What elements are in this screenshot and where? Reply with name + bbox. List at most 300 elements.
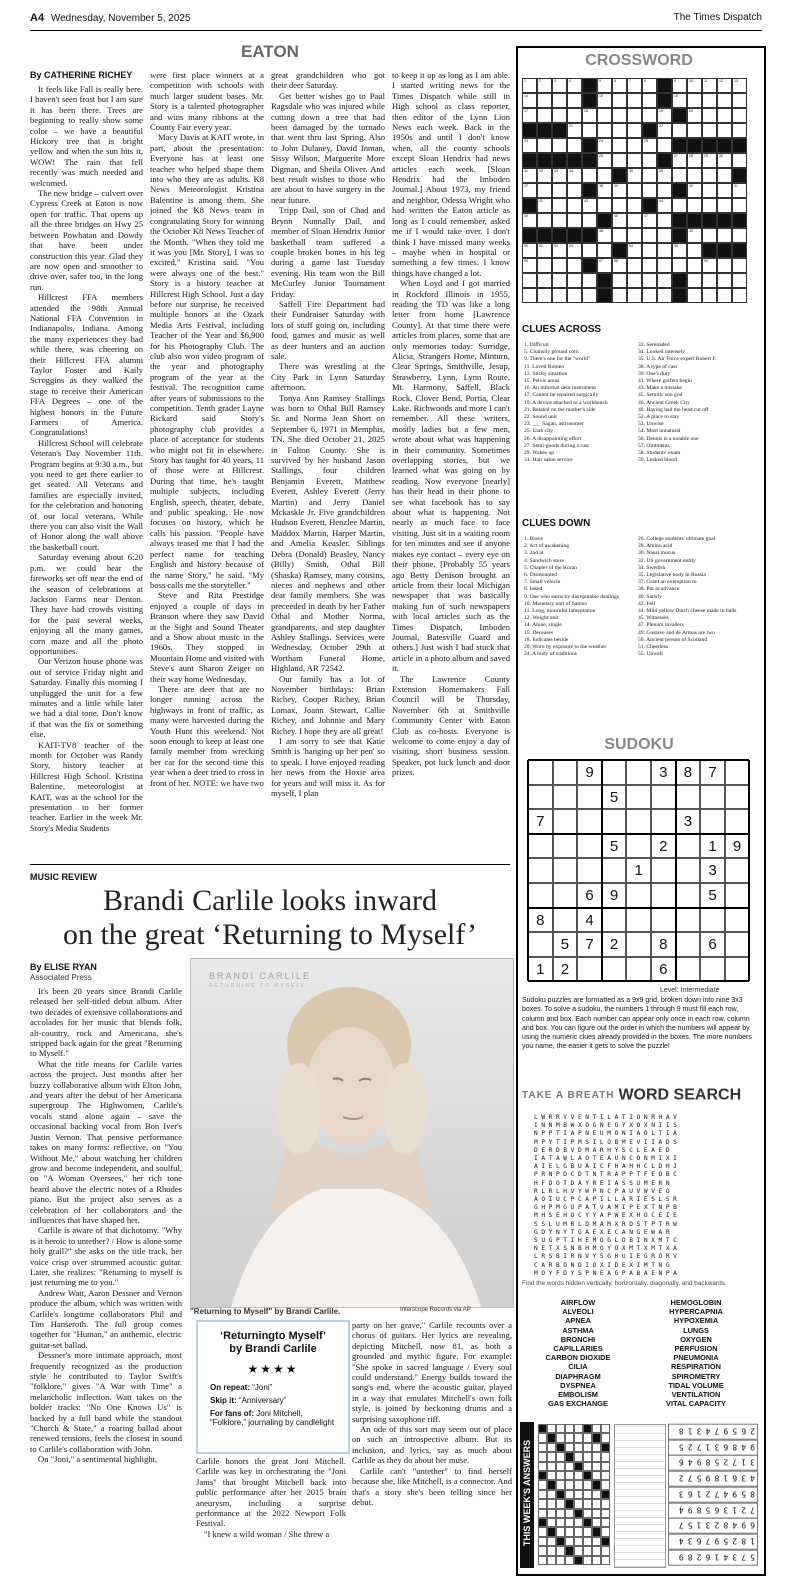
clue-item: 15. Deceases (524, 629, 554, 636)
sudoku-cell[interactable] (676, 908, 701, 933)
sudoku-cell[interactable]: 3 (676, 809, 701, 834)
crossword-cell[interactable] (612, 273, 627, 288)
crossword-cell[interactable] (612, 198, 627, 213)
crossword-cell[interactable] (687, 273, 702, 288)
crossword-cell[interactable] (642, 258, 657, 273)
crossword-cell[interactable]: 37 (522, 183, 537, 198)
crossword-block (687, 213, 702, 228)
crossword-cell[interactable]: 22 (657, 123, 672, 138)
crossword-cell[interactable]: 59 (702, 258, 717, 273)
sudoku-cell[interactable] (553, 834, 578, 859)
crossword-cell[interactable] (552, 213, 567, 228)
crossword-cell[interactable] (717, 258, 732, 273)
crossword-cell[interactable] (672, 168, 687, 183)
crossword-cell[interactable]: 40 (687, 183, 702, 198)
crossword-cell[interactable] (612, 153, 627, 168)
crossword-cell[interactable] (702, 273, 717, 288)
crossword-cell[interactable]: 6 (612, 78, 627, 93)
crossword-cell[interactable] (627, 258, 642, 273)
sudoku-cell[interactable] (602, 957, 627, 982)
answer-cell (601, 1433, 610, 1442)
crossword-cell[interactable] (657, 138, 672, 153)
crossword-cell[interactable] (627, 93, 642, 108)
crossword-cell[interactable]: 39 (612, 183, 627, 198)
crossword-cell[interactable]: 44 (657, 198, 672, 213)
crossword-cell[interactable] (687, 288, 702, 303)
crossword-cell[interactable] (732, 273, 747, 288)
crossword-cell[interactable]: 18 (582, 108, 597, 123)
crossword-cell[interactable] (537, 288, 552, 303)
crossword-cell[interactable]: 28 (687, 153, 702, 168)
sudoku-cell[interactable]: 3 (700, 858, 725, 883)
crossword-cell[interactable] (537, 273, 552, 288)
sudoku-cell[interactable] (700, 957, 725, 982)
sudoku-cell[interactable] (528, 858, 553, 883)
sudoku-cell[interactable] (577, 809, 602, 834)
crossword-cell[interactable] (627, 123, 642, 138)
crossword-cell[interactable]: 48 (597, 228, 612, 243)
crossword-cell[interactable]: 41 (732, 183, 747, 198)
crossword-cell[interactable]: 56 (522, 258, 537, 273)
sudoku-cell[interactable] (553, 785, 578, 810)
sudoku-cell[interactable]: 8 (528, 908, 553, 933)
sudoku-cell[interactable] (700, 809, 725, 834)
crossword-cell[interactable] (657, 213, 672, 228)
crossword-cell[interactable]: 15 (597, 93, 612, 108)
crossword-cell[interactable] (582, 288, 597, 303)
crossword-cell[interactable] (657, 228, 672, 243)
crossword-cell[interactable]: 2 (537, 78, 552, 93)
crossword-cell[interactable]: 10 (687, 78, 702, 93)
crossword-cell[interactable] (732, 153, 747, 168)
crossword-cell[interactable] (717, 288, 732, 303)
crossword-cell[interactable] (552, 288, 567, 303)
sudoku-cell[interactable] (676, 858, 701, 883)
sudoku-cell[interactable] (626, 785, 651, 810)
crossword-cell[interactable] (552, 198, 567, 213)
clue-item: CILIA (568, 1362, 588, 1372)
crossword-cell[interactable] (657, 288, 672, 303)
sudoku-cell[interactable] (725, 785, 750, 810)
sudoku-cell[interactable] (725, 932, 750, 957)
sudoku-cell[interactable]: 6 (700, 932, 725, 957)
crossword-cell[interactable]: 3 (552, 78, 567, 93)
sudoku-cell[interactable]: 1 (528, 957, 553, 982)
crossword-cell[interactable] (612, 123, 627, 138)
crossword-cell[interactable]: 33 (552, 168, 567, 183)
crossword-cell[interactable] (627, 198, 642, 213)
crossword-cell[interactable] (537, 108, 552, 123)
crossword-cell[interactable] (717, 168, 732, 183)
review-column-1 (30, 986, 182, 1576)
crossword-cell[interactable]: 13 (732, 78, 747, 93)
crossword-block (582, 153, 597, 168)
crossword-cell[interactable]: 25 (642, 138, 657, 153)
review-kicker: MUSIC REVIEW (30, 872, 98, 882)
crossword-cell[interactable] (687, 93, 702, 108)
crossword-cell[interactable] (672, 123, 687, 138)
crossword-cell[interactable] (627, 273, 642, 288)
crossword-cell[interactable]: 4 (567, 78, 582, 93)
crossword-cell[interactable] (732, 258, 747, 273)
crossword-cell[interactable] (702, 288, 717, 303)
sudoku-cell[interactable] (528, 883, 553, 908)
crossword-cell[interactable]: 49 (687, 228, 702, 243)
crossword-cell[interactable] (612, 288, 627, 303)
sudoku-cell[interactable] (725, 858, 750, 883)
crossword-cell[interactable] (597, 108, 612, 123)
sudoku-cell[interactable] (626, 809, 651, 834)
answer-cell (592, 1452, 601, 1461)
crossword-cell[interactable]: 31 (522, 168, 537, 183)
sudoku-cell[interactable] (577, 957, 602, 982)
wordsearch-row: MHSEHOCYYAPWEXHOCEIE (534, 1212, 681, 1220)
crossword-cell[interactable] (567, 198, 582, 213)
crossword-cell[interactable]: 46 (612, 213, 627, 228)
crossword-cell[interactable] (642, 183, 657, 198)
crossword-cell[interactable]: 7 (627, 78, 642, 93)
answer-cell (592, 1462, 601, 1471)
sudoku-cell[interactable] (602, 809, 627, 834)
crossword-block (552, 228, 567, 243)
crossword-answer-grid (538, 1424, 610, 1566)
crossword-cell[interactable] (717, 198, 732, 213)
sudoku-cell[interactable] (528, 785, 553, 810)
crossword-cell[interactable]: 42 (537, 198, 552, 213)
crossword-cell[interactable] (582, 123, 597, 138)
crossword-cell[interactable] (567, 108, 582, 123)
sudoku-box-border (528, 980, 749, 982)
sudoku-cell[interactable] (700, 908, 725, 933)
sudoku-cell[interactable] (577, 858, 602, 883)
crossword-cell[interactable] (612, 138, 627, 153)
crossword-cell[interactable] (657, 183, 672, 198)
sudoku-cell[interactable]: 9 (577, 760, 602, 785)
crossword-cell[interactable] (702, 228, 717, 243)
clue-item: 34. Swedish (638, 564, 666, 571)
sudoku-cell[interactable] (700, 785, 725, 810)
answer-cell (547, 1424, 556, 1433)
crossword-cell[interactable]: 45 (522, 213, 537, 228)
crossword-cell[interactable]: 14 (522, 93, 537, 108)
crossword-cell[interactable] (567, 183, 582, 198)
crossword-cell[interactable] (642, 228, 657, 243)
sudoku-cell[interactable]: 9 (725, 834, 750, 859)
crossword-block (552, 153, 567, 168)
crossword-cell[interactable] (717, 108, 732, 123)
sudoku-cell[interactable]: 8 (676, 760, 701, 785)
crossword-cell[interactable] (627, 228, 642, 243)
sudoku-cell[interactable] (626, 760, 651, 785)
sudoku-cell[interactable]: 5 (602, 785, 627, 810)
sudoku-cell[interactable] (651, 785, 676, 810)
sudoku-cell[interactable]: 5 (553, 932, 578, 957)
crossword-cell[interactable] (582, 213, 597, 228)
crossword-cell[interactable] (642, 153, 657, 168)
crossword-cell[interactable] (612, 228, 627, 243)
crossword-cell[interactable] (567, 213, 582, 228)
crossword-cell[interactable] (702, 168, 717, 183)
answer-cell (583, 1546, 592, 1555)
crossword-cell[interactable]: 43 (582, 198, 597, 213)
clue-item: 19. A device attached to a workbench (524, 399, 608, 406)
crossword-cell[interactable] (672, 198, 687, 213)
crossword-cell[interactable] (567, 93, 582, 108)
crossword-cell[interactable] (627, 213, 642, 228)
crossword-cell[interactable] (597, 243, 612, 258)
crossword-cell[interactable]: 8 (642, 78, 657, 93)
crossword-cell[interactable] (537, 138, 552, 153)
crossword-cell[interactable] (717, 273, 732, 288)
crossword-cell[interactable] (642, 168, 657, 183)
paragraph: An ode of this sort may seem out of place on such an introspective album. But its inclusion, and lyrics, say as much about Carlile as they do about her muse. (352, 1424, 512, 1466)
clue-item: 56. Dennis is a notable one (638, 435, 699, 442)
sudoku-cell[interactable] (553, 883, 578, 908)
crossword-cell[interactable] (522, 288, 537, 303)
sudoku-cell[interactable]: 9 (602, 883, 627, 908)
paragraph: Saturday evening about 6:20 p.m. we could hear the fireworks set off near the end of the season of celebrations at Jackson Farms near Denton. They have had crowds visiting for the past several weeks, enjoying all the many games, corn maze and all the photo opportunities. (30, 552, 143, 656)
crossword-cell[interactable] (552, 273, 567, 288)
sudoku-cell[interactable] (577, 834, 602, 859)
sudoku-cell[interactable] (676, 785, 701, 810)
sudoku-cell[interactable] (651, 908, 676, 933)
crossword-cell[interactable] (702, 183, 717, 198)
sudoku-answer-row: 721365894 (668, 1503, 758, 1519)
crossword-cell[interactable] (627, 108, 642, 123)
sudoku-cell[interactable] (528, 760, 553, 785)
sudoku-cell[interactable]: 2 (553, 957, 578, 982)
crossword-cell[interactable] (657, 243, 672, 258)
crossword-cell[interactable] (567, 288, 582, 303)
crossword-cell[interactable] (687, 198, 702, 213)
sudoku-cell[interactable]: 8 (651, 932, 676, 957)
crossword-cell[interactable]: 12 (717, 78, 732, 93)
crossword-cell[interactable] (657, 273, 672, 288)
sudoku-cell[interactable] (577, 785, 602, 810)
answer-cell (583, 1537, 592, 1546)
crossword-cell[interactable] (732, 108, 747, 123)
sudoku-cell[interactable] (553, 809, 578, 834)
crossword-cell[interactable] (627, 138, 642, 153)
sudoku-cell[interactable] (626, 908, 651, 933)
answer-cell (538, 1527, 547, 1536)
crossword-cell[interactable]: 17 (522, 108, 537, 123)
sudoku-cell[interactable]: 1 (700, 834, 725, 859)
sudoku-cell[interactable] (528, 834, 553, 859)
crossword-cell[interactable]: 11 (702, 78, 717, 93)
crossword-cell[interactable] (582, 273, 597, 288)
crossword-cell[interactable] (582, 168, 597, 183)
crossword-cell[interactable] (717, 123, 732, 138)
crossword-cell[interactable] (732, 288, 747, 303)
crossword-cell[interactable] (552, 258, 567, 273)
paragraph: Steve and Rita Prestidge enjoyed a couple of days in Branson where they saw David at the Sight and Sound Theater and a Show about music in the 1960s. They stopped in Mountain Home and visited with Steve's aunt Sharon Zeiger on their way home Wednesday. (150, 590, 264, 684)
crossword-cell[interactable] (567, 273, 582, 288)
crossword-cell[interactable] (627, 183, 642, 198)
sudoku-cell[interactable] (676, 932, 701, 957)
crossword-cell[interactable] (582, 243, 597, 258)
crossword-cell[interactable] (642, 108, 657, 123)
crossword-cell[interactable]: 55 (672, 243, 687, 258)
answer-cell (592, 1471, 601, 1480)
crossword-cell[interactable]: 24 (597, 138, 612, 153)
crossword-cell[interactable] (612, 93, 627, 108)
sudoku-cell[interactable]: 6 (577, 883, 602, 908)
sudoku-cell[interactable] (651, 858, 676, 883)
sudoku-cell[interactable] (651, 883, 676, 908)
crossword-cell[interactable]: 58 (612, 258, 627, 273)
clue-item: BRONCHI (560, 1334, 596, 1344)
crossword-cell[interactable] (642, 93, 657, 108)
sudoku-cell[interactable] (676, 834, 701, 859)
crossword-cell[interactable] (687, 123, 702, 138)
crossword-cell[interactable] (642, 273, 657, 288)
sudoku-cell[interactable] (651, 809, 676, 834)
sudoku-cell[interactable]: 1 (626, 858, 651, 883)
crossword-cell[interactable]: 32 (537, 168, 552, 183)
crossword-cell[interactable] (717, 93, 732, 108)
crossword-cell[interactable] (672, 258, 687, 273)
clue-item: HYPERCAPNIA (669, 1307, 723, 1317)
crossword-cell[interactable] (642, 243, 657, 258)
sudoku-cell[interactable] (676, 957, 701, 982)
crossword-cell[interactable] (732, 93, 747, 108)
crossword-cell[interactable] (732, 123, 747, 138)
crossword-cell[interactable] (717, 183, 732, 198)
paragraph: Carlile honors the great Joni Mitchell. Carlile was key in orchestrating the "Joni Jams" that brought Mitchell back into public performance after her 2015 brain aneurysm, including a surprise performance at the 2022 Newport Folk Festival. (196, 1456, 346, 1529)
crossword-cell[interactable] (597, 123, 612, 138)
sudoku-cell[interactable]: 7 (577, 932, 602, 957)
crossword-cell[interactable] (522, 273, 537, 288)
crossword-cell[interactable] (642, 288, 657, 303)
sudoku-cell[interactable] (553, 908, 578, 933)
crossword-cell[interactable]: 47 (642, 213, 657, 228)
crossword-cell[interactable] (732, 198, 747, 213)
crossword-cell[interactable] (612, 108, 627, 123)
answer-cell (556, 1556, 565, 1565)
sudoku-cell[interactable]: 2 (602, 932, 627, 957)
clue-item: GAS EXCHANGE (548, 1399, 608, 1409)
crossword-cell[interactable]: 21 (567, 123, 582, 138)
wordsearch-answer-grid (614, 1424, 666, 1568)
sudoku-cell[interactable]: 6 (651, 957, 676, 982)
crossword-cell[interactable] (537, 183, 552, 198)
crossword-cell[interactable] (597, 168, 612, 183)
crossword-cell[interactable] (687, 258, 702, 273)
crossword-cell[interactable] (702, 93, 717, 108)
sudoku-cell[interactable] (725, 908, 750, 933)
answer-cell (556, 1546, 565, 1555)
sudoku-cell[interactable] (626, 834, 651, 859)
crossword-cell[interactable] (597, 198, 612, 213)
crossword-cell[interactable] (627, 288, 642, 303)
sudoku-cell[interactable]: 2 (651, 834, 676, 859)
crossword-cell[interactable] (627, 153, 642, 168)
sudoku-cell[interactable]: 7 (528, 809, 553, 834)
crossword-cell[interactable] (567, 138, 582, 153)
crossword-cell[interactable]: 34 (567, 168, 582, 183)
sudoku-cell[interactable] (725, 809, 750, 834)
crossword-cell[interactable] (552, 93, 567, 108)
sudoku-cell[interactable] (626, 932, 651, 957)
sudoku-cell[interactable] (725, 760, 750, 785)
crossword-cell[interactable] (687, 243, 702, 258)
crossword-cell[interactable]: 36 (657, 168, 672, 183)
crossword-cell[interactable]: 38 (597, 183, 612, 198)
sudoku-cell[interactable] (528, 932, 553, 957)
crossword-cell[interactable] (687, 168, 702, 183)
sudoku-cell[interactable] (725, 883, 750, 908)
crossword-cell[interactable]: 23 (522, 138, 537, 153)
crossword-cell[interactable]: 20 (687, 108, 702, 123)
crossword-cell[interactable] (702, 108, 717, 123)
crossword-cell[interactable] (702, 198, 717, 213)
crossword-cell[interactable] (537, 213, 552, 228)
crossword-cell[interactable]: 54 (627, 243, 642, 258)
sudoku-cell[interactable]: 7 (700, 760, 725, 785)
crossword-cell[interactable]: 51 (537, 243, 552, 258)
crossword-cell[interactable] (537, 258, 552, 273)
crossword-cell[interactable] (657, 258, 672, 273)
crossword-cell[interactable]: 50 (522, 243, 537, 258)
crossword-cell[interactable]: 53 (567, 243, 582, 258)
crossword-cell[interactable] (732, 228, 747, 243)
crossword-cell[interactable]: 16 (672, 93, 687, 108)
crossword-cell[interactable] (552, 138, 567, 153)
sudoku-cell[interactable]: 5 (700, 883, 725, 908)
answer-cell (538, 1556, 547, 1565)
crossword-block (567, 228, 582, 243)
answer-cell (601, 1471, 610, 1480)
crossword-cell[interactable]: 29 (702, 153, 717, 168)
crossword-cell[interactable]: 35 (627, 168, 642, 183)
sudoku-cell[interactable] (602, 908, 627, 933)
sudoku-cell[interactable] (553, 760, 578, 785)
sudoku-cell[interactable] (626, 883, 651, 908)
sudoku-cell[interactable]: 3 (651, 760, 676, 785)
crossword-cell[interactable] (552, 183, 567, 198)
answer-cell (538, 1443, 547, 1452)
crossword-cell[interactable] (717, 228, 732, 243)
crossword-cell[interactable] (537, 93, 552, 108)
crossword-cell[interactable]: 30 (717, 153, 732, 168)
crossword-cell[interactable]: 57 (597, 258, 612, 273)
sudoku-cell[interactable] (602, 760, 627, 785)
crossword-cell[interactable]: 19 (657, 108, 672, 123)
crossword-cell[interactable]: 1 (522, 78, 537, 93)
crossword-cell[interactable] (567, 258, 582, 273)
sudoku-cell[interactable] (553, 858, 578, 883)
crossword-cell[interactable] (702, 123, 717, 138)
clue-item: 31. Hair salon service (524, 457, 573, 464)
crossword-cell[interactable] (552, 108, 567, 123)
sudoku-cell[interactable] (676, 883, 701, 908)
review-headline (30, 884, 510, 952)
sudoku-cell[interactable]: 4 (577, 908, 602, 933)
sudoku-cell[interactable]: 5 (602, 834, 627, 859)
crossword-cell[interactable]: 27 (672, 153, 687, 168)
crossword-cell[interactable]: 52 (552, 243, 567, 258)
answer-cell (583, 1490, 592, 1499)
crossword-cell[interactable]: 26 (597, 153, 612, 168)
sudoku-cell[interactable] (602, 858, 627, 883)
answer-cell (592, 1433, 601, 1442)
crossword-cell[interactable]: 5 (597, 78, 612, 93)
crossword-cell[interactable]: 9 (672, 78, 687, 93)
paragraph: What the title means for Carlile varies across the project. Just months after her buzzy collaborative album with Elton John, and years after the debut of her Americana supergroup The Highwomen, Carlile's vocals stand alone again – save the occasional backing vocal from Bon Iver's Justin Vernon. That pensive performance takes on many forms: reflective, on "You Without Me," about watching her children grow and become independent, and soulful, on "A Woman Oversees," her rich tone heard above the electric notes of a Rhodes piano. But the project also serves as a celebration of her collaborators and the influences that have shaped her. (30, 1058, 182, 1225)
sudoku-cell[interactable] (626, 957, 651, 982)
sudoku-cell[interactable] (725, 957, 750, 982)
